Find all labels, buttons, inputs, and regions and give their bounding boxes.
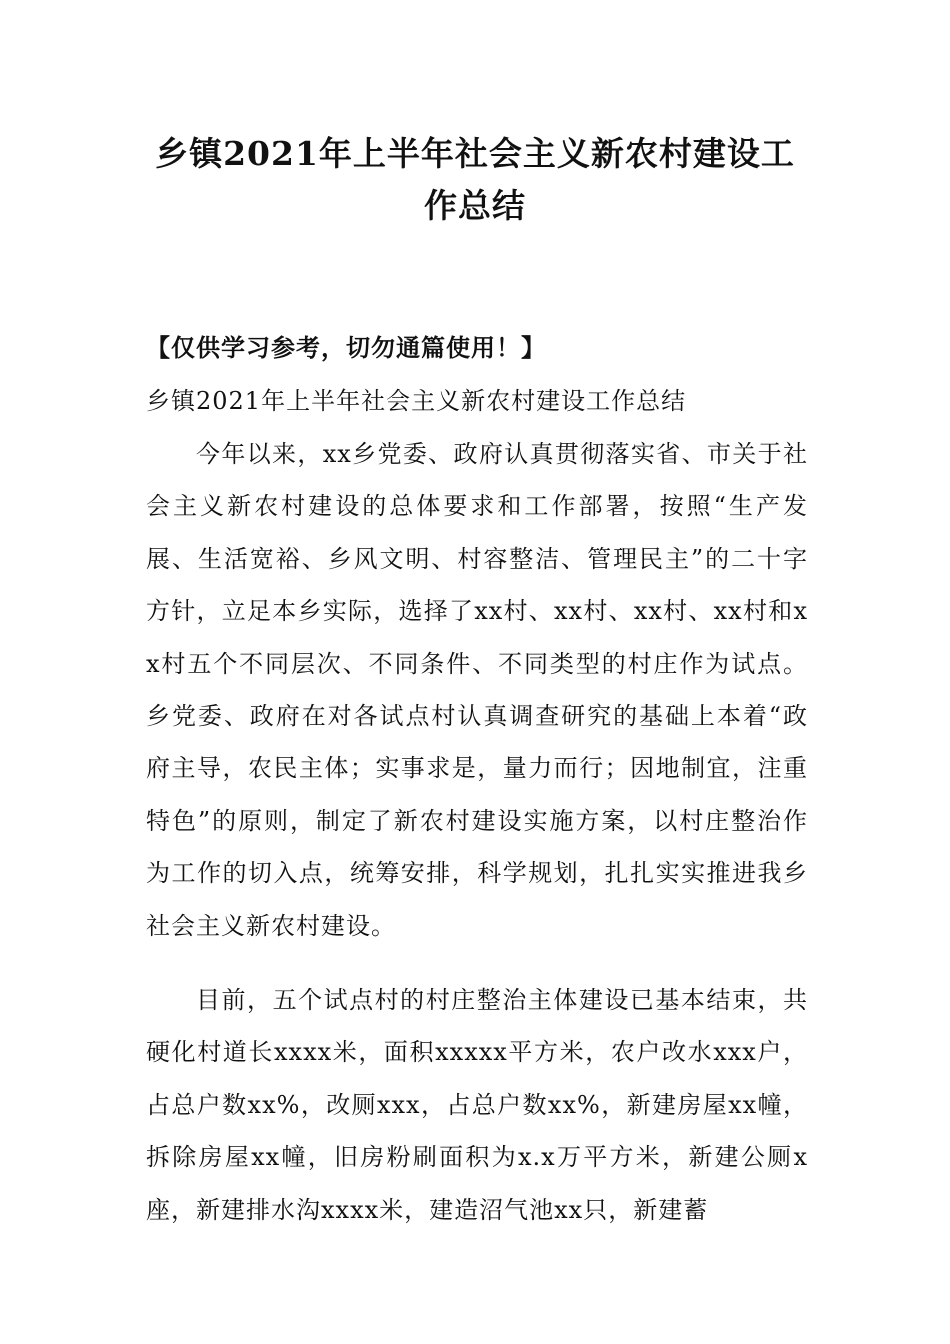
document-title: 乡镇2021年上半年社会主义新农村建设工作总结 [155,134,795,225]
document-subtitle: 乡镇2021年上半年社会主义新农村建设工作总结 [146,387,687,415]
usage-note: 【仅供学习参考，切勿通篇使用！】 [146,333,546,362]
paragraph: 今年以来，xx乡党委、政府认真贯彻落实省、市关于社会主义新农村建设的总体要求和工作部署，按照“生产发展、生活宽裕、乡风文明、村容整洁、管理民主”的二十字方针，立足本乡实际，选择了xx村、xx村、xx村、xx村和xx村五个不同层次、不同条件、不同类型的村庄作为试点。乡党委、政府在对各试点村认真调查研究的基础上本着“政府主导，农民主体；实事求是，量力而行；因地制宜，注重特色”的原则，制定了新农村建设实施方案，以村庄整治作为工作的切入点，统筹安排，科学规划，扎扎实实推进我乡社会主义新农村建设。 [146,440,808,940]
paragraph: 目前，五个试点村的村庄整治主体建设已基本结束，共硬化村道长xxxx米，面积xxxxx平方米，农户改水xxx户，占总户数xx%，改厕xxx，占总户数xx%，新建房屋xx幢，拆除房屋xx幢，旧房粉刷面积为x.x万平方米，新建公厕x座，新建排水沟xxxx米，建造沼气池xx只，新建蓄 [146,986,808,1224]
